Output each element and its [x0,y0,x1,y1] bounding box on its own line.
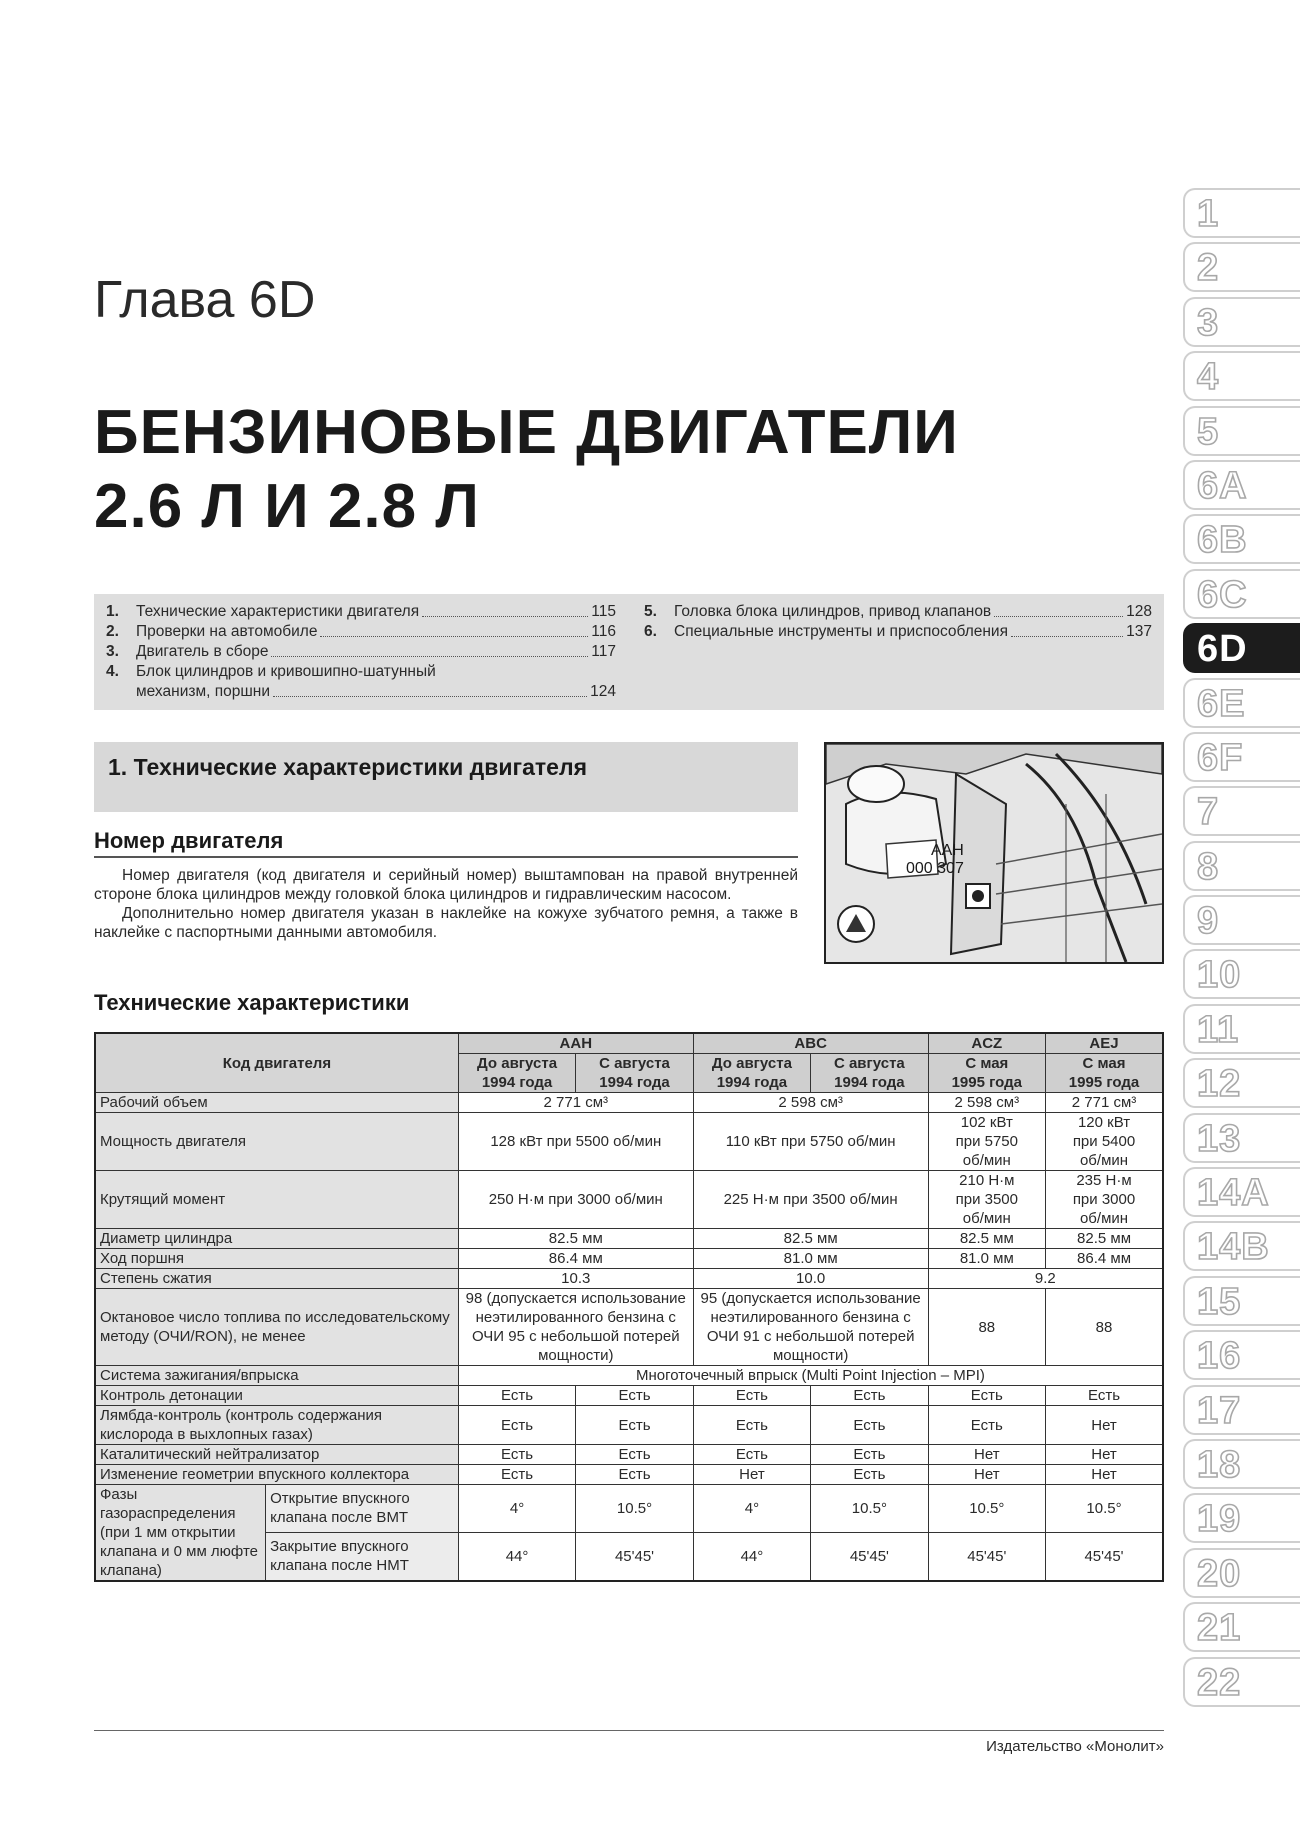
engine-number-stamp: AAH 000 307 [906,842,964,877]
table-row: Диаметр цилиндра 82.5 мм 82.5 мм 82.5 мм 82.5 мм [95,1229,1163,1249]
table-row: Закрытие впускного клапана после НМТ 44° 45'45' 44° 45'45' 45'45' 45'45' [95,1532,1163,1581]
toc-item[interactable]: 3. Двигатель в сборе 117 [106,643,616,660]
chapter-title [94,396,959,544]
toc-item[interactable]: 2. Проверки на автомобиле 116 [106,623,616,640]
chapter-tab-12[interactable]: 12 [1183,1058,1300,1108]
header-date: С августа 1994 года [811,1054,928,1093]
header-aah: AAH [458,1033,693,1054]
header-abc: ABC [693,1033,928,1054]
table-row: Фазы газораспределения (при 1 мм открытии клапана и 0 мм люфте клапана) Открытие впускного клапана после ВМТ 4° 10.5° 4° 10.5° 10.5° 10.5° [95,1485,1163,1533]
table-row: Контроль детонации Есть Есть Есть Есть Есть Есть [95,1386,1163,1406]
chapter-tab-8[interactable]: 8 [1183,841,1300,891]
chapter-tab-14b[interactable]: 14B [1183,1221,1300,1271]
table-row: Рабочий объем 2 771 см³ 2 598 см³ 2 598 см³ 2 771 см³ [95,1093,1163,1113]
table-row: Степень сжатия 10.3 10.0 9.2 [95,1269,1163,1289]
specs-heading: Технические характеристики [94,990,410,1015]
contents-column-right [644,602,1152,642]
engine-number-photo [824,742,1164,964]
chapter-title-line2: 2.6 Л И 2.8 Л [94,472,480,541]
table-row: Мощность двигателя 128 кВт при 5500 об/мин 110 кВт при 5750 об/мин 102 кВт при 5750 об/мин 120 кВт при 5400 об/мин [95,1113,1163,1171]
chapter-tab-3[interactable]: 3 [1183,297,1300,347]
table-row: Лямбда-контроль (контроль содержания кислорода в выхлопных газах) Есть Есть Есть Есть Есть Нет [95,1406,1163,1445]
section-header [94,742,798,812]
toc-item[interactable]: 5. Головка блока цилиндров, привод клапанов 128 [644,603,1152,620]
chapter-tab-21[interactable]: 21 [1183,1602,1300,1652]
toc-item[interactable]: 4. Блок цилиндров и кривошипно-шатунный механизм, поршни 124 [106,663,616,700]
engine-number-heading: Номер двигателя [94,828,798,858]
table-row: Изменение геометрии впускного коллектора Есть Есть Нет Есть Нет Нет [95,1465,1163,1485]
table-row: Система зажигания/впрыска Многоточечный впрыск (Multi Point Injection – MPI) [95,1366,1163,1386]
chapter-tab-2[interactable]: 2 [1183,242,1300,292]
chapter-tab-6a[interactable]: 6A [1183,460,1300,510]
chapter-tab-6f[interactable]: 6F [1183,732,1300,782]
chapter-tabs [1183,188,1300,1711]
specs-table [94,1032,1164,1582]
footer-divider [94,1730,1164,1731]
header-date: До августа 1994 года [693,1054,810,1093]
header-engine-code: Код двигателя [95,1033,458,1093]
section-title: 1. Технические характеристики двигателя [108,754,588,780]
table-row: Октановое число топлива по исследовательскому методу (ОЧИ/RON), не менее 98 (допускается использование неэтилированного бензина с ОЧИ 95 с небольшой потерей мощности) 95 (допускается использование неэтилированного бензина с ОЧИ 91 с небольшой потерей мощности) 88 88 [95,1289,1163,1366]
toc-item[interactable]: 1. Технические характеристики двигателя 115 [106,603,616,620]
chapter-tab-13[interactable]: 13 [1183,1113,1300,1163]
chapter-tab-10[interactable]: 10 [1183,949,1300,999]
chapter-tab-5[interactable]: 5 [1183,406,1300,456]
header-acz: ACZ [928,1033,1045,1054]
header-date: С мая 1995 года [928,1054,1045,1093]
chapter-tab-14a[interactable]: 14A [1183,1167,1300,1217]
chapter-tab-11[interactable]: 11 [1183,1004,1300,1054]
chapter-label: Глава 6D [94,271,316,329]
header-date: С августа 1994 года [576,1054,693,1093]
table-row: Каталитический нейтрализатор Есть Есть Есть Есть Нет Нет [95,1445,1163,1465]
table-row: Ход поршня 86.4 мм 81.0 мм 81.0 мм 86.4 мм [95,1249,1163,1269]
chapter-title-line1: БЕНЗИНОВЫЕ ДВИГАТЕЛИ [94,398,959,467]
chapter-tab-4[interactable]: 4 [1183,351,1300,401]
chapter-tab-6e[interactable]: 6E [1183,678,1300,728]
chapter-tab-18[interactable]: 18 [1183,1439,1300,1489]
chapter-tab-7[interactable]: 7 [1183,786,1300,836]
contents-box [94,594,1164,710]
header-aej: AEJ [1046,1033,1163,1054]
table-header-row [95,1033,1163,1054]
engine-block-illustration [826,744,1162,962]
chapter-tab-22[interactable]: 22 [1183,1657,1300,1707]
paragraph: Дополнительно номер двигателя указан в наклейке на кожухе зубчатого ремня, а также в наклейке с паспортными данными автомобиля. [94,905,798,941]
chapter-tab-6b[interactable]: 6B [1183,514,1300,564]
engine-number-text [94,866,798,942]
chapter-tab-20[interactable]: 20 [1183,1548,1300,1598]
chapter-tab-6d[interactable]: 6D [1183,623,1300,673]
chapter-tab-19[interactable]: 19 [1183,1493,1300,1543]
header-date: С мая 1995 года [1046,1054,1163,1093]
table-row: Крутящий момент 250 Н·м при 3000 об/мин 225 Н·м при 3500 об/мин 210 Н·м при 3500 об/мин 235 Н·м при 3000 об/мин [95,1171,1163,1229]
toc-item[interactable]: 6. Специальные инструменты и приспособления 137 [644,623,1152,640]
paragraph: Номер двигателя (код двигателя и серийный номер) выштампован на правой внутренней стороне блока цилиндров между головкой блока цилиндров и гидравлическим насосом. [94,867,798,903]
chapter-tab-9[interactable]: 9 [1183,895,1300,945]
chapter-tab-6c[interactable]: 6C [1183,569,1300,619]
contents-column-left [106,602,616,702]
publisher: Издательство «Монолит» [986,1738,1164,1755]
chapter-tab-1[interactable]: 1 [1183,188,1300,238]
header-date: До августа 1994 года [458,1054,575,1093]
chapter-tab-15[interactable]: 15 [1183,1276,1300,1326]
chapter-tab-16[interactable]: 16 [1183,1330,1300,1380]
chapter-tab-17[interactable]: 17 [1183,1385,1300,1435]
